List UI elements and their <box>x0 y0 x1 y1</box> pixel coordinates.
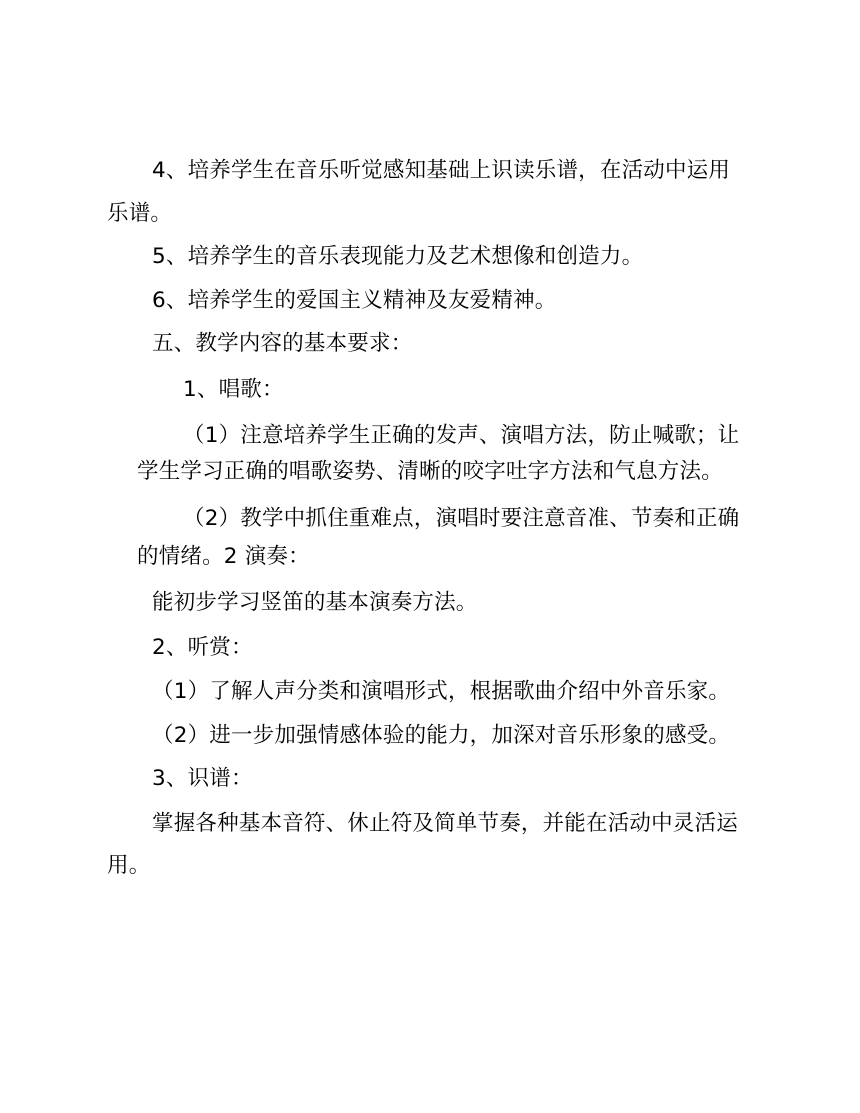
goal-5: 5、培养学生的音乐表现能力及艺术想像和创造力。 <box>152 244 644 269</box>
notation-text-line-2: 用。 <box>107 853 151 878</box>
singing-item-2-line-1: （2）教学中抓住重难点，演唱时要注意音准、节奏和正确 <box>183 506 740 531</box>
singing-item-1-line-2: 学生学习正确的唱歌姿势、清晰的咬字吐字方法和气息方法。 <box>137 459 723 484</box>
singing-item-2-line-2: 的情绪。2 演奏： <box>137 544 310 569</box>
singing-item-1-line-1: （1）注意培养学生正确的发声、演唱方法，防止喊歌；让 <box>183 423 740 448</box>
goal-6: 6、培养学生的爱国主义精神及友爱精神。 <box>152 288 557 313</box>
goal-4-line-1: 4、培养学生在音乐听觉感知基础上识读乐谱，在活动中运用 <box>152 158 731 183</box>
notation-heading: 3、识谱： <box>152 766 253 791</box>
singing-heading: 1、唱歌： <box>183 377 284 402</box>
section-5-heading: 五、教学内容的基本要求： <box>152 331 413 356</box>
listening-item-1: （1）了解人声分类和演唱形式，根据歌曲介绍中外音乐家。 <box>152 679 731 704</box>
listening-item-2: （2）进一步加强情感体验的能力，加深对音乐形象的感受。 <box>152 723 731 748</box>
performance-text: 能初步学习竖笛的基本演奏方法。 <box>152 590 478 615</box>
listening-heading: 2、听赏： <box>152 635 253 660</box>
goal-4-line-2: 乐谱。 <box>107 201 173 226</box>
notation-text-line-1: 掌握各种基本音符、休止符及简单节奏，并能在活动中灵活运 <box>152 811 738 836</box>
